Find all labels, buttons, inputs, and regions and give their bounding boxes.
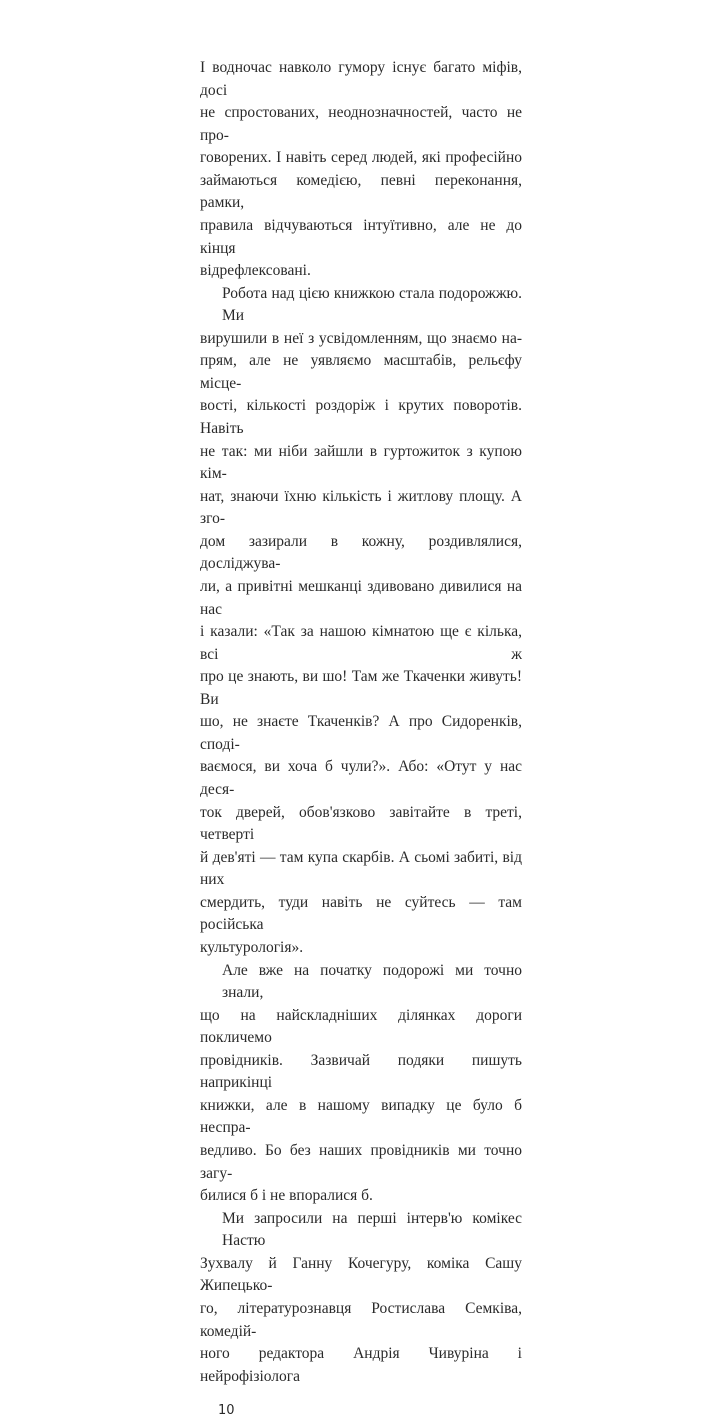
text-line: вирушили в неї з усвідомленням, що знаємо на- (200, 329, 522, 347)
text-line: культурологія». (200, 938, 304, 956)
text-line: І водночас навколо гумору існує багато міфів, досі (200, 59, 522, 99)
text-line: що на найскладніших ділянках дороги покличемо (200, 1006, 522, 1047)
text-line: шо, не знаєте Ткаченків? А про Сидоренків, споді- (200, 713, 522, 753)
text-line: нат, знаючи їхню кількість і житлову площу. А зго- (200, 487, 522, 528)
text-line: не так: ми ніби зайшли в гуртожиток з купою кім- (200, 442, 522, 483)
text-line: Робота над цією книжкою стала подорожжю. Ми (222, 284, 522, 325)
text-line: ли, а привітні мешканці здивовано дивилися на нас (200, 577, 522, 618)
text-line: говорених. І навіть серед людей, які професійно (200, 149, 522, 167)
text-line: смердить, туди навіть не суйтесь — там російська (200, 893, 522, 934)
text-line: ток дверей, обов'язково завітайте в треті, четверті (200, 803, 522, 844)
text-line: ведливо. Бо без наших провідників ми точно загу- (200, 1142, 522, 1182)
text-line: вості, кількості роздоріж і крутих поворотів. Навіть (200, 397, 522, 437)
text-line: ного редактора Андрія Чивуріна і нейрофізіолога (200, 1345, 522, 1385)
text-line: провідників. Зазвичай подяки пишуть наприкінці (200, 1051, 522, 1092)
text-line: не спростованих, неоднозначностей, часто не про- (200, 104, 522, 144)
page-body (200, 57, 522, 1388)
text-line: й дев'яті — там купа скарбів. А сьомі забиті, від них (200, 848, 522, 889)
text-line: го, літературознавця Ростислава Семківа, комедій- (200, 1299, 522, 1340)
page-wrapper (200, 57, 522, 1420)
text-line: і казали: «Так за нашою кімнатою ще є кілька, всі ж (200, 623, 522, 663)
text-line: книжки, але в нашому випадку це було б неспра- (200, 1096, 522, 1137)
page-number: 10 (218, 1403, 235, 1419)
text-line: відрефлексовані. (200, 262, 311, 280)
text-line: дом зазирали в кожну, роздивлялися, досліджува- (200, 532, 522, 573)
text-line: ваємося, ви хоча б чули?». Або: «Отут у нас деся- (200, 758, 522, 798)
paragraph (200, 960, 522, 1208)
paragraph (200, 283, 522, 960)
text-line: билися б і не впоралися б. (200, 1187, 373, 1205)
text-line: Зухвалу й Ганну Кочегуру, коміка Сашу Жипецько- (200, 1254, 522, 1295)
text-line: прям, але не уявляємо масштабів, рельєфу місце- (200, 352, 522, 392)
text-line: Але вже на початку подорожі ми точно знали, (222, 961, 522, 1002)
paragraph (200, 57, 522, 283)
text-line: займаються комедією, певні переконання, рамки, (200, 171, 522, 212)
text-line: правила відчуваються інтуїтивно, але не до кінця (200, 216, 522, 257)
text-line: Ми запросили на перші інтерв'ю комікес Настю (222, 1209, 522, 1250)
text-line: про це знають, ви шо! Там же Ткаченки живуть! Ви (200, 668, 522, 708)
paragraph (200, 1208, 522, 1389)
